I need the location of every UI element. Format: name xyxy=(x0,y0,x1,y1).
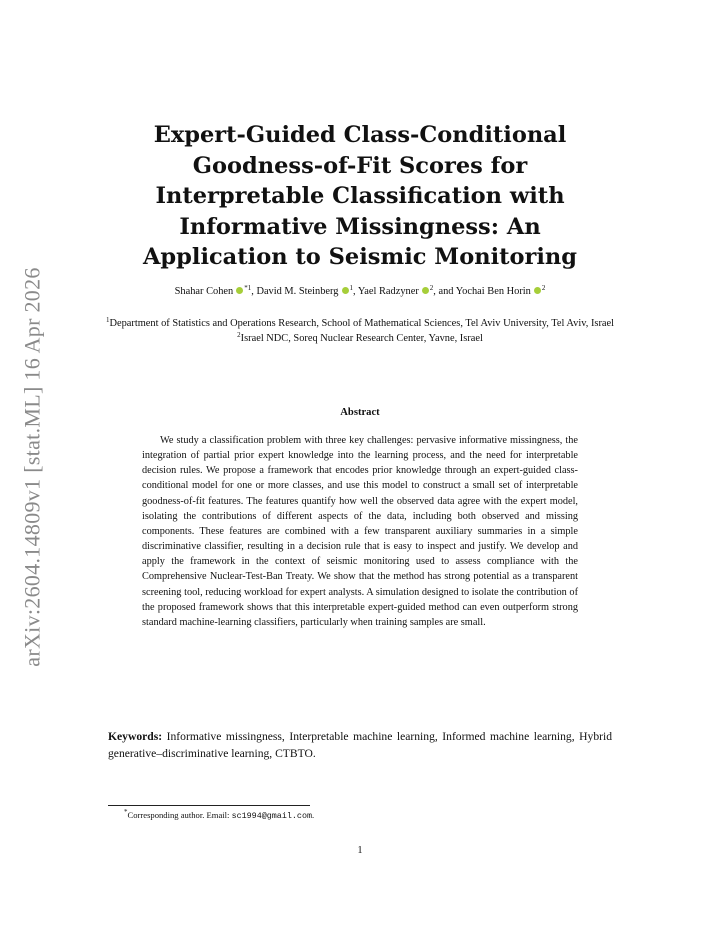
page-number: 1 xyxy=(357,845,363,856)
author-affiliation-mark: 2 xyxy=(429,284,434,292)
author-list xyxy=(60,286,660,297)
abstract-body: We study a classification problem with three key challenges: pervasive informative missingness, the integration of partial prior expert knowledge into the learning process, and the need for interpretable decision rules. We propose a framework that encodes prior knowledge through an expert-guided class-conditional model for one or more classes, and use this model to construct a small set of interpretable goodness-of-fit features. The features quantify how well the observed data agree with the expert model, isolating the contributions of different aspects of the data, including both observed and missing components. These features are combined with a few transparent auxiliary summaries in a simple discriminative classifier, resulting in a decision rule that is easy to inspect and justify. We develop and apply the framework in the context of seismic monitoring used to assess compliance with the Comprehensive Nuclear-Test-Ban Treaty. We show that the method has strong potential as a transparent screening tool, reducing workload for expert analysts. A simulation designed to isolate the contribution of the proposed framework shows that this interpretable expert-guided method can even outperform strong standard machine-learning classifiers, particularly when training samples are small. xyxy=(142,435,578,628)
arxiv-identifier-text: arXiv:2604.14809v1 [stat.ML] 16 Apr 2026 xyxy=(20,267,45,667)
arxiv-identifier-stamp xyxy=(18,252,48,682)
author-separator: , xyxy=(251,286,257,297)
paper-title: Expert-Guided Class-Conditional Goodness-of-Fit Scores for Interpretable Classification with Informative Missingness: An Application to Seismic Monitoring xyxy=(142,122,578,270)
orcid-icon[interactable] xyxy=(236,287,243,294)
author-affiliation-mark: 1 xyxy=(349,284,353,292)
abstract-heading: Abstract xyxy=(340,407,380,418)
keywords-paragraph xyxy=(108,729,612,762)
keywords-text: Informative missingness, Interpretable machine learning, Informed machine learning, Hybrid generative–discriminative learning, CTBTO. xyxy=(108,730,612,760)
footnote xyxy=(124,810,604,821)
keywords-label: Keywords: xyxy=(108,730,163,743)
author-name: Shahar Cohen xyxy=(174,286,234,297)
author-separator: , and xyxy=(433,286,456,297)
orcid-icon[interactable] xyxy=(534,287,541,294)
author-email-link[interactable]: sc1994@gmail.com xyxy=(231,811,312,821)
footnote-end: . xyxy=(312,810,315,820)
author-affiliation-mark: 2 xyxy=(541,284,546,292)
footnote-rule xyxy=(108,805,310,806)
affiliation-mark: 2 xyxy=(237,330,241,339)
author-name: Yochai Ben Horin xyxy=(455,286,531,297)
affiliation-item xyxy=(100,332,620,347)
orcid-icon[interactable] xyxy=(342,287,349,294)
author-name: David M. Steinberg xyxy=(256,286,339,297)
affiliation-block xyxy=(100,317,620,346)
footnote-text: Corresponding author. Email: xyxy=(127,810,232,820)
author-separator: , xyxy=(353,286,358,297)
affiliation-item xyxy=(100,317,620,332)
author-affiliation-mark: *1 xyxy=(244,284,252,292)
orcid-icon[interactable] xyxy=(422,287,429,294)
author-name: Yael Radzyner xyxy=(357,286,419,297)
affiliation-mark: 1 xyxy=(105,316,110,324)
footnote-mark: * xyxy=(124,808,128,816)
affiliation-text: Department of Statistics and Operations Research, School of Mathematical Sciences, Tel Aviv University, Tel Aviv, Israel xyxy=(109,318,615,329)
affiliation-text: Israel NDC, Soreq Nuclear Research Center, Yavne, Israel xyxy=(240,332,483,344)
